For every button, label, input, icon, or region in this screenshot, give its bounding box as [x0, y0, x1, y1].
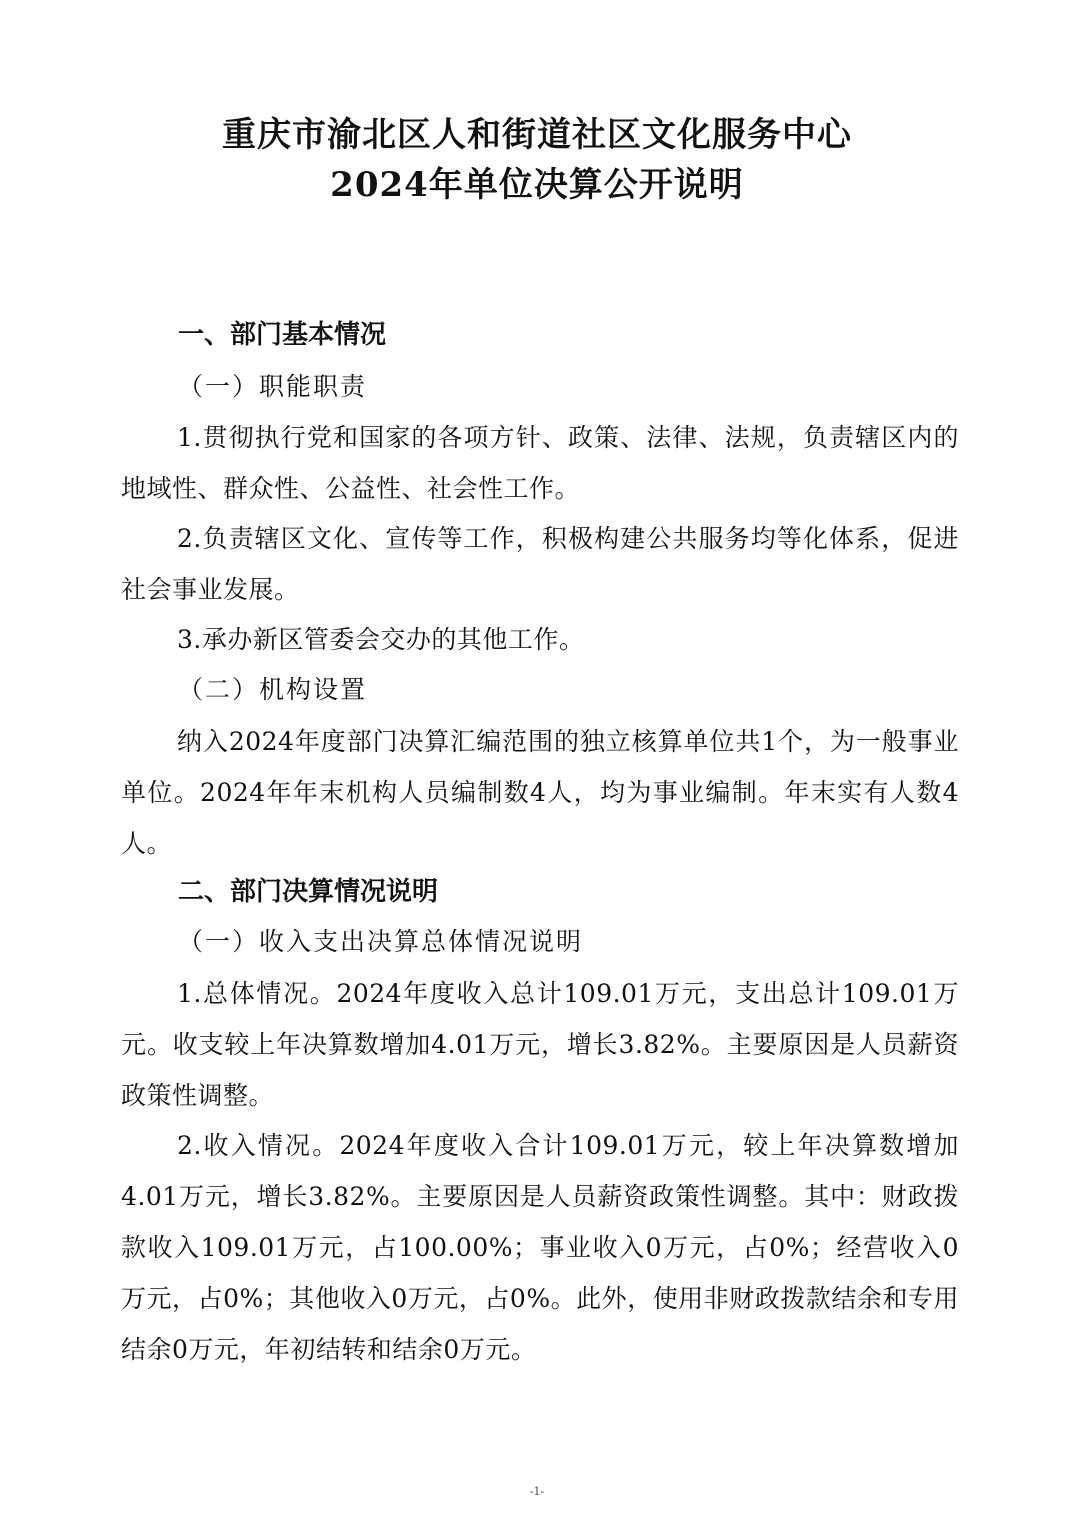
paragraph-function-1: 1.贯彻执行党和国家的各项方针、政策、法律、法规，负责辖区内的地域性、群众性、公益性、社会性工作。 [121, 423, 959, 503]
paragraph-organization: 纳入2024年度部门决算汇编范围的独立核算单位共1个，为一般事业单位。2024年年末机构人员编制数4人，均为事业编制。年末实有人数4人。 [121, 727, 960, 858]
document-title-line-2: 2024年单位决算公开说明 [330, 165, 744, 205]
paragraph-income: 2.收入情况。2024年度收入合计109.01万元，较上年决算数增加4.01万元，增长3.82%。主要原因是人员薪资政策性调整。其中：财政拨款收入109.01万元，占100.00%；事业收入0万元，占0%；经营收入0万元，占0%；其他收入0万元，占0%。此外，使用非财政拨款结余和专用结余0万元，年初结转和结余0万元。 [121, 1131, 959, 1364]
section-heading-basic-info: 一、部门基本情况 [178, 320, 387, 350]
paragraph-function-3: 3.承办新区管委会交办的其他工作。 [177, 625, 585, 654]
subsection-heading-functions: （一）职能职责 [178, 372, 368, 401]
subsection-heading-organization: （二）机构设置 [178, 675, 368, 704]
document-title-line-1: 重庆市渝北区人和街道社区文化服务中心 [222, 115, 852, 155]
subsection-heading-overall: （一）收入支出决算总体情况说明 [178, 927, 584, 956]
paragraph-overall: 1.总体情况。2024年度收入总计109.01万元，支出总计109.01万元。收支较上年决算数增加4.01万元，增长3.82%。主要原因是人员薪资政策性调整。 [121, 979, 959, 1110]
section-heading-final-accounts: 二、部门决算情况说明 [178, 877, 439, 907]
paragraph-function-2: 2.负责辖区文化、宣传等工作，积极构建公共服务均等化体系，促进社会事业发展。 [121, 524, 959, 604]
page-number: -1- [529, 1485, 545, 1498]
